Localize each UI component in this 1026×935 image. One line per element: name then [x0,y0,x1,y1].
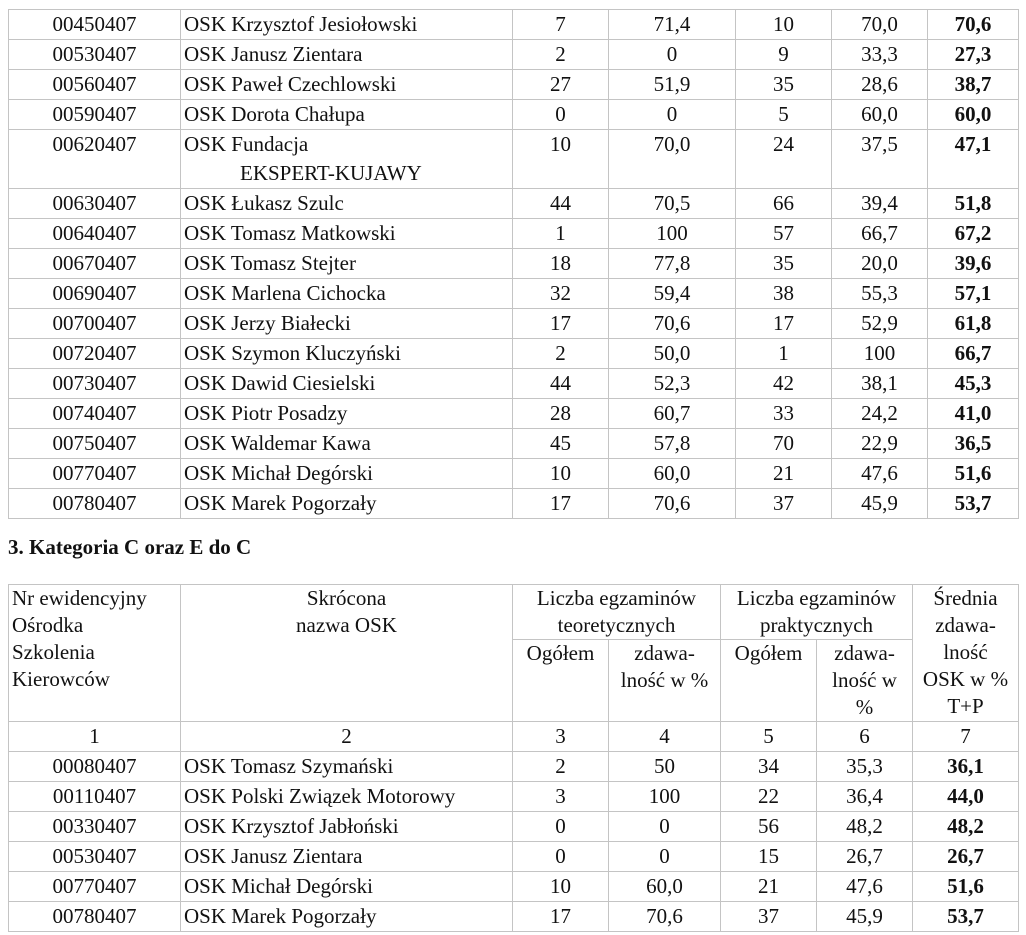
osk-name-cell: OSK Marek Pogorzały [181,489,513,519]
osk-name-cell: OSK Paweł Czechlowski [181,70,513,100]
practice-pass-rate-cell: 100 [832,339,928,369]
table-row [9,219,1019,249]
practice-total-cell: 17 [736,309,832,339]
table-row [9,130,1019,189]
header-theory-total: Ogółem [513,640,609,722]
practice-total-cell: 9 [736,40,832,70]
theory-total-cell: 18 [513,249,609,279]
table-row [9,782,1019,812]
theory-total-cell: 10 [513,872,609,902]
osk-name-cell: OSK Krzysztof Jesiołowski [181,10,513,40]
theory-pass-rate-cell: 77,8 [609,249,736,279]
record-number-cell: 00530407 [9,40,181,70]
table-row [9,309,1019,339]
practice-pass-rate-cell: 24,2 [832,399,928,429]
record-number-cell: 00450407 [9,10,181,40]
average-pass-rate-cell: 44,0 [913,782,1019,812]
record-number-cell: 00640407 [9,219,181,249]
theory-pass-rate-cell: 0 [609,812,721,842]
average-pass-rate-cell: 26,7 [913,842,1019,872]
practice-pass-rate-cell: 45,9 [832,489,928,519]
header-average-pass-rate: Średnia zdawa- lność OSK w % T+P [913,585,1019,722]
column-number: 3 [513,722,609,752]
record-number-cell: 00720407 [9,339,181,369]
record-number-cell: 00780407 [9,489,181,519]
theory-pass-rate-cell: 70,6 [609,902,721,932]
osk-name-cell: OSK Piotr Posadzy [181,399,513,429]
osk-name-cell: OSK Dawid Ciesielski [181,369,513,399]
average-pass-rate-cell: 38,7 [928,70,1019,100]
osk-name-cell: OSK Jerzy Białecki [181,309,513,339]
theory-pass-rate-cell: 52,3 [609,369,736,399]
theory-pass-rate-cell: 70,5 [609,189,736,219]
average-pass-rate-cell: 57,1 [928,279,1019,309]
practice-total-cell: 1 [736,339,832,369]
table-header-row [9,585,1019,640]
results-table-body [9,10,1019,519]
average-pass-rate-cell: 36,1 [913,752,1019,782]
theory-pass-rate-cell: 0 [609,842,721,872]
average-pass-rate-cell: 51,6 [913,872,1019,902]
record-number-cell: 00750407 [9,429,181,459]
practice-pass-rate-cell: 52,9 [832,309,928,339]
practice-pass-rate-cell: 35,3 [817,752,913,782]
header-theory-exams: Liczba egzaminów teoretycznych [513,585,721,640]
record-number-cell: 00700407 [9,309,181,339]
theory-total-cell: 44 [513,189,609,219]
osk-name-cell: OSK Dorota Chałupa [181,100,513,130]
record-number-cell: 00080407 [9,752,181,782]
table-row [9,399,1019,429]
practice-total-cell: 38 [736,279,832,309]
osk-name-cell: OSK Krzysztof Jabłoński [181,812,513,842]
record-number-cell: 00530407 [9,842,181,872]
theory-pass-rate-cell: 60,0 [609,872,721,902]
osk-name-cell: OSK Waldemar Kawa [181,429,513,459]
average-pass-rate-cell: 51,6 [928,459,1019,489]
average-pass-rate-cell: 39,6 [928,249,1019,279]
practice-total-cell: 66 [736,189,832,219]
header-practice-total: Ogółem [721,640,817,722]
osk-name-cell: OSK Fundacja EKSPERT-KUJAWY [181,130,513,189]
practice-pass-rate-cell: 45,9 [817,902,913,932]
osk-name-cell: OSK Marlena Cichocka [181,279,513,309]
average-pass-rate-cell: 27,3 [928,40,1019,70]
theory-total-cell: 0 [513,842,609,872]
average-pass-rate-cell: 67,2 [928,219,1019,249]
practice-pass-rate-cell: 20,0 [832,249,928,279]
practice-total-cell: 15 [721,842,817,872]
theory-total-cell: 0 [513,100,609,130]
theory-pass-rate-cell: 57,8 [609,429,736,459]
theory-total-cell: 32 [513,279,609,309]
practice-pass-rate-cell: 60,0 [832,100,928,130]
osk-name-cell: OSK Janusz Zientara [181,842,513,872]
average-pass-rate-cell: 41,0 [928,399,1019,429]
table-row [9,339,1019,369]
theory-pass-rate-cell: 50 [609,752,721,782]
practice-pass-rate-cell: 70,0 [832,10,928,40]
table-row [9,872,1019,902]
practice-total-cell: 21 [736,459,832,489]
record-number-cell: 00770407 [9,459,181,489]
osk-name-cell: OSK Michał Degórski [181,872,513,902]
header-practice-pass-rate: zdawa- lność w % [817,640,913,722]
record-number-cell: 00110407 [9,782,181,812]
theory-pass-rate-cell: 51,9 [609,70,736,100]
column-number: 1 [9,722,181,752]
table-row [9,369,1019,399]
theory-total-cell: 17 [513,902,609,932]
theory-total-cell: 2 [513,752,609,782]
table-row [9,100,1019,130]
record-number-cell: 00670407 [9,249,181,279]
osk-name-cell: OSK Marek Pogorzały [181,902,513,932]
average-pass-rate-cell: 45,3 [928,369,1019,399]
section-title: 3. Kategoria C oraz E do C [8,535,252,559]
average-pass-rate-cell: 48,2 [913,812,1019,842]
average-pass-rate-cell: 36,5 [928,429,1019,459]
practice-pass-rate-cell: 33,3 [832,40,928,70]
results-table-category-c [8,584,1019,932]
theory-pass-rate-cell: 70,6 [609,309,736,339]
practice-pass-rate-cell: 22,9 [832,429,928,459]
practice-pass-rate-cell: 47,6 [817,872,913,902]
record-number-cell: 00620407 [9,130,181,189]
theory-pass-rate-cell: 0 [609,40,736,70]
header-practice-exams: Liczba egzaminów praktycznych [721,585,913,640]
osk-name-continuation: EKSPERT-KUJAWY [240,161,422,185]
practice-pass-rate-cell: 66,7 [832,219,928,249]
header-osk-name: Skrócona nazwa OSK [181,585,513,722]
table-row [9,279,1019,309]
table-row [9,902,1019,932]
column-number: 2 [181,722,513,752]
record-number-cell: 00730407 [9,369,181,399]
theory-total-cell: 2 [513,40,609,70]
practice-pass-rate-cell: 38,1 [832,369,928,399]
theory-total-cell: 28 [513,399,609,429]
column-number: 7 [913,722,1019,752]
practice-pass-rate-cell: 37,5 [832,130,928,189]
practice-total-cell: 35 [736,249,832,279]
theory-total-cell: 27 [513,70,609,100]
practice-total-cell: 35 [736,70,832,100]
table-row [9,459,1019,489]
theory-total-cell: 3 [513,782,609,812]
practice-total-cell: 10 [736,10,832,40]
theory-pass-rate-cell: 70,0 [609,130,736,189]
osk-name-cell: OSK Polski Związek Motorowy [181,782,513,812]
theory-total-cell: 45 [513,429,609,459]
table-row [9,752,1019,782]
results-table-body [9,752,1019,932]
theory-pass-rate-cell: 71,4 [609,10,736,40]
record-number-cell: 00630407 [9,189,181,219]
practice-total-cell: 42 [736,369,832,399]
header-record-number: Nr ewidencyjny Ośrodka Szkolenia Kierowców [9,585,181,722]
table-row [9,489,1019,519]
record-number-cell: 00690407 [9,279,181,309]
average-pass-rate-cell: 51,8 [928,189,1019,219]
average-pass-rate-cell: 53,7 [928,489,1019,519]
theory-pass-rate-cell: 100 [609,782,721,812]
column-number-row [9,722,1019,752]
practice-total-cell: 57 [736,219,832,249]
table-row [9,429,1019,459]
osk-name-cell: OSK Janusz Zientara [181,40,513,70]
practice-total-cell: 37 [736,489,832,519]
practice-pass-rate-cell: 47,6 [832,459,928,489]
practice-pass-rate-cell: 48,2 [817,812,913,842]
practice-total-cell: 37 [721,902,817,932]
column-number: 4 [609,722,721,752]
table-row [9,10,1019,40]
theory-pass-rate-cell: 100 [609,219,736,249]
results-table-previous [8,9,1019,519]
osk-name-cell: OSK Szymon Kluczyński [181,339,513,369]
table-row [9,70,1019,100]
osk-name-cell: OSK Tomasz Szymański [181,752,513,782]
record-number-cell: 00560407 [9,70,181,100]
practice-pass-rate-cell: 26,7 [817,842,913,872]
osk-name-cell: OSK Tomasz Stejter [181,249,513,279]
practice-total-cell: 70 [736,429,832,459]
table-row [9,40,1019,70]
practice-total-cell: 5 [736,100,832,130]
practice-total-cell: 24 [736,130,832,189]
record-number-cell: 00770407 [9,872,181,902]
practice-total-cell: 22 [721,782,817,812]
table-row [9,812,1019,842]
theory-total-cell: 44 [513,369,609,399]
average-pass-rate-cell: 61,8 [928,309,1019,339]
theory-pass-rate-cell: 50,0 [609,339,736,369]
practice-pass-rate-cell: 55,3 [832,279,928,309]
theory-total-cell: 7 [513,10,609,40]
practice-pass-rate-cell: 28,6 [832,70,928,100]
average-pass-rate-cell: 60,0 [928,100,1019,130]
osk-name-cell: OSK Łukasz Szulc [181,189,513,219]
record-number-cell: 00590407 [9,100,181,130]
osk-name-cell: OSK Tomasz Matkowski [181,219,513,249]
practice-total-cell: 33 [736,399,832,429]
practice-total-cell: 34 [721,752,817,782]
theory-total-cell: 10 [513,130,609,189]
table-row [9,842,1019,872]
theory-pass-rate-cell: 60,0 [609,459,736,489]
theory-total-cell: 17 [513,489,609,519]
theory-total-cell: 2 [513,339,609,369]
practice-total-cell: 56 [721,812,817,842]
theory-pass-rate-cell: 59,4 [609,279,736,309]
theory-total-cell: 17 [513,309,609,339]
theory-pass-rate-cell: 60,7 [609,399,736,429]
column-number: 5 [721,722,817,752]
theory-total-cell: 1 [513,219,609,249]
practice-total-cell: 21 [721,872,817,902]
osk-name-cell: OSK Michał Degórski [181,459,513,489]
header-theory-pass-rate: zdawa- lność w % [609,640,721,722]
average-pass-rate-cell: 53,7 [913,902,1019,932]
theory-total-cell: 0 [513,812,609,842]
average-pass-rate-cell: 47,1 [928,130,1019,189]
average-pass-rate-cell: 70,6 [928,10,1019,40]
table-row [9,189,1019,219]
average-pass-rate-cell: 66,7 [928,339,1019,369]
column-number: 6 [817,722,913,752]
practice-pass-rate-cell: 36,4 [817,782,913,812]
table-row [9,249,1019,279]
practice-pass-rate-cell: 39,4 [832,189,928,219]
record-number-cell: 00780407 [9,902,181,932]
theory-pass-rate-cell: 70,6 [609,489,736,519]
theory-pass-rate-cell: 0 [609,100,736,130]
theory-total-cell: 10 [513,459,609,489]
record-number-cell: 00740407 [9,399,181,429]
record-number-cell: 00330407 [9,812,181,842]
